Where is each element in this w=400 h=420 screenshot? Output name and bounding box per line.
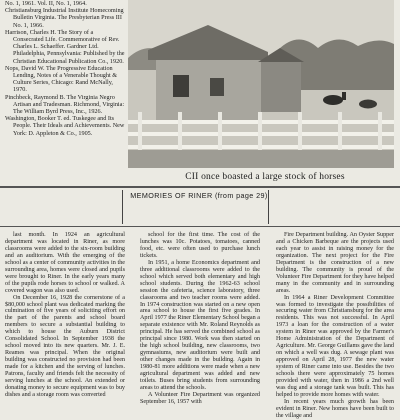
bibliography-column: [5, 0, 125, 137]
historic-photo: [128, 0, 394, 168]
header-box-right: [268, 190, 399, 224]
barn-photo-illustration: [128, 0, 394, 168]
article-paragraph: school for the first time. The cost of the lunches was 10c. Potatoes, tomatoes, canned food, etc. were often used to purchase lunch tickets.: [140, 232, 260, 259]
article-column-3: [276, 232, 394, 420]
article-paragraph: In 1964 a Riner Development Committee was formed to investigate the possibilities of securing water from Christiansburg for the area residents. This was not successful. In April 1973 a loan for the construction of a water system in Riner was approved by the Farmer's Home Administration of the Department of Agriculture. Mr. George Guillams gave the land on which a well was dug. A sewage plant was approved on April 28, 1977 the new water system of Riner came into use. Besides the two schools there were approximately 75 homes provided with water, then in 1986 a 2nd well was dug and a storage tank was built. This has helped to provide more homes with water.: [276, 294, 394, 398]
bibliography-entry: Washington, Booker T. ed. Tuskegee and Its People. Their Ideals and Achievements. New York: D. Appleton & Co., 1905.: [5, 115, 125, 137]
article-paragraph: In recent years much growth has been evident in Riner. New homes have been built to the village and: [276, 398, 394, 419]
article-title: MEMORIES OF RINER (from page 29): [130, 191, 268, 200]
bibliography-entry: Nops, David W. The Progressive Education Lending, Notes of a Venerable Thought & Culture Series, Chicago: Rand McNally, 1970.: [5, 64, 118, 94]
bibliography-entry: Harrison, Charles H. The Story of a Consecrated Life. Commemorative of Rev. Charles L. Schaeffer. Gardner Ltd. Philadelphia, Pennsylvania: Published by the Christian Educational Publication Co., 1920.: [5, 28, 125, 65]
article-paragraph: Fire Department building. An Oyster Supper and a Chicken Barbeque are the projects used each year to assist in raising money for the organization. The next project for the Fire Department is the construction of a new building. The community is proud of the Volunteer Fire Department for they have helped many in the community and in surrounding areas.: [276, 232, 394, 294]
article-column-1: [5, 232, 125, 399]
article-paragraph: On December 16, 1928 the cornerstone of a $80,000 school plant was dedicated marking the culmination of five years of soliciting effort on the part of the parents and school board members to secure a substantial building to which to house the Auburn District Consolidated School. In September 1938 the school moved into its new quarters. Mr. J. E. Reames was principal. When the original building was constructed no provision had been made for a kitchen and the serving of lunches. Patrons, faculty and friends felt the necessity of serving lunches at the school. An extended or donating money to secure equipment was to buy dishes and a storage room was converted: [5, 294, 125, 398]
article-paragraph: A Volunteer Fire Department was organized September 16, 1957 with: [140, 391, 260, 405]
section-divider: [0, 226, 400, 227]
bibliography-entry: Pinchbeck, Raymond B. The Virginia Negro Artisan and Tradesman. Richmond, Virginia: The William Byrd Press, Inc., 1926.: [5, 93, 125, 116]
bibliography-entry: No. 1, 1961. Vol. II, No. 1, 1964.: [5, 0, 87, 7]
article-column-2: [140, 232, 260, 406]
bibliography-entry: Christiansburg Industrial Institute Homecoming Bulletin Virginia. The Presbyterian Press III No. 1, 1966.: [5, 7, 124, 29]
photo-caption: CII once boasted a large stock of horses: [185, 172, 345, 182]
article-paragraph: In 1951, a home Economics department and three additional classrooms were added to the school which served both elementary and high school students. During the 1962-63 school session the cafeteria, science laboratory, three classrooms and two teacher rooms were added. In 1974 construction was started on a new open area school to house the first five grades. In April 1977 the Riner Elementary School began a separate existence with Mr. Roland Reynolds as principal. He has served the combined school as principal since 1980. Work was then started on the high school building, new classrooms, two gymnasiums, new auditorium were built and other changes made in the building. Again in 1980-81 more additions were made when a new agricultural department was added and new toilets. Buses bring students from surrounding areas to attend the schools.: [140, 259, 260, 391]
section-divider: [0, 186, 400, 188]
article-paragraph: last month. In 1924 an agricultural department was located in Riner, as more classrooms were added to the six-room building and an auditorium. With the emerging of the school as a center of community activities in the surrounding area, homes were closed and pupils were brought to Riner. In the early years many of the pupils rode horses to school or walked. A covered wagon was also used.: [5, 232, 125, 294]
header-box-left: [4, 190, 123, 224]
